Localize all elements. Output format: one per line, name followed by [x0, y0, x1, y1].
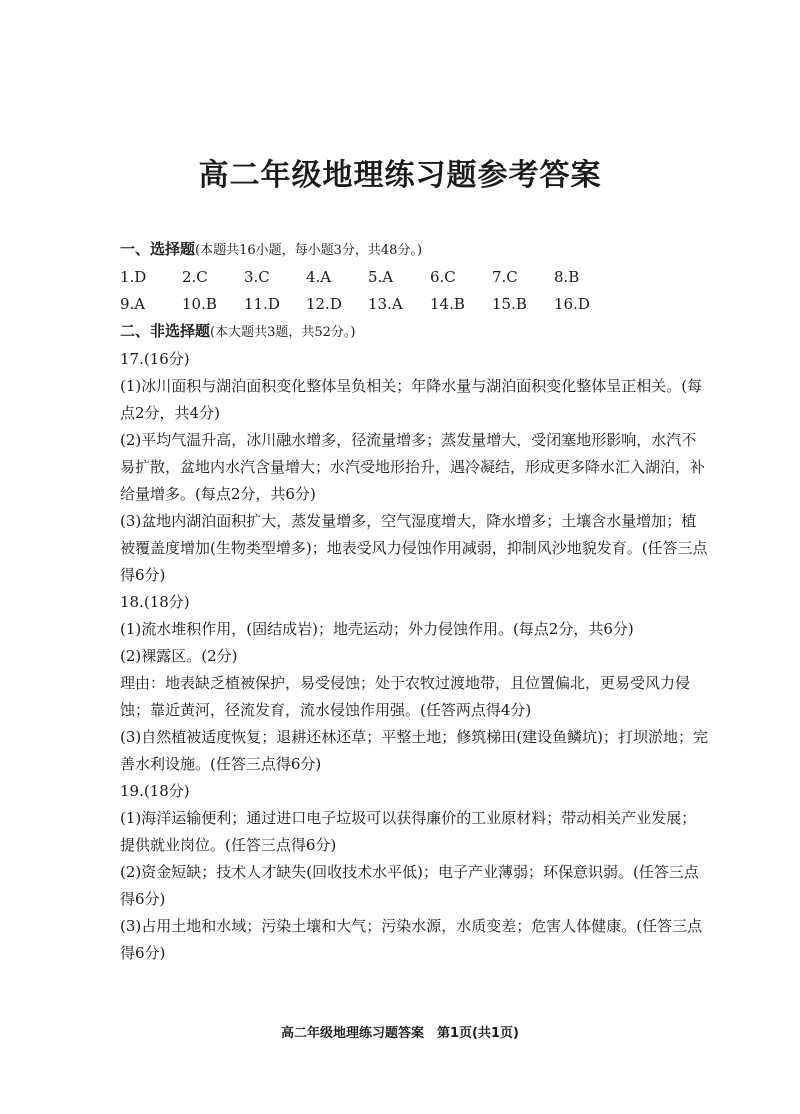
- q19-part3: (3)占用土地和水域；污染土壤和大气；污染水源，水质变差；危害人体健康。(任答三点得6分): [120, 917, 703, 962]
- q18-part3: (3)自然植被适度恢复；退耕还林还草；平整土地；修筑梯田(建设鱼鳞坑)；打坝淤地；完善水利设施。(任答三点得6分): [120, 728, 708, 773]
- section-1-header: [120, 236, 708, 264]
- q18-part2-reason: 理由：地表缺乏植被保护，易受侵蚀；处于农牧过渡地带，且位置偏北，更易受风力侵蚀；靠近黄河，径流发育，流水侵蚀作用强。(任答两点得4分): [120, 674, 691, 719]
- section-1-note: (本题共16小题，每小题3分，共48分。): [195, 243, 423, 258]
- page-footer: 高二年级地理练习题答案 第1页(共1页): [281, 1026, 519, 1041]
- answer-item: 15.B: [492, 295, 527, 313]
- answer-item: 2.C: [182, 268, 208, 286]
- answer-item: 4.A: [306, 268, 332, 286]
- q17-header: 17.(16分): [120, 350, 190, 368]
- answers-row-1: [120, 264, 708, 291]
- q17-part2: (2)平均气温升高，冰川融水增多，径流量增多；蒸发量增大，受闭塞地形影响，水汽不易扩散，盆地内水汽含量增大；水汽受地形抬升，遇冷凝结，形成更多降水汇入湖泊，补给量增多。(每点2分，共6分): [120, 431, 706, 503]
- q18-part2: (2)裸露区。(2分): [120, 647, 238, 665]
- q18-header: 18.(18分): [120, 593, 190, 611]
- answer-item: 9.A: [120, 295, 146, 313]
- answer-item: 7.C: [492, 268, 518, 286]
- answer-item: 8.B: [554, 268, 580, 286]
- section-2-header: [120, 318, 708, 346]
- answer-item: 14.B: [430, 295, 465, 313]
- answer-item: 11.D: [244, 295, 280, 313]
- answer-item: 10.B: [182, 295, 217, 313]
- q17-part3: (3)盆地内湖泊面积扩大，蒸发量增多，空气湿度增大，降水增多；土壤含水量增加；植被覆盖度增加(生物类型增多)；地表受风力侵蚀作用减弱，抑制风沙地貌发育。(任答三点得6分): [120, 512, 708, 584]
- q17-part1: (1)冰川面积与湖泊面积变化整体呈负相关；年降水量与湖泊面积变化整体呈正相关。(每点2分，共4分): [120, 377, 703, 422]
- answer-item: 3.C: [244, 268, 270, 286]
- answer-item: 12.D: [306, 295, 342, 313]
- page-title: 高二年级地理练习题参考答案: [198, 158, 602, 193]
- answer-item: 1.D: [120, 268, 147, 286]
- q19-part1: (1)海洋运输便利；通过进口电子垃圾可以获得廉价的工业原材料；带动相关产业发展；提供就业岗位。(任答三点得6分): [120, 809, 697, 854]
- answer-item: 6.C: [430, 268, 456, 286]
- q19-part2: (2)资金短缺；技术人才缺失(回收技术水平低)；电子产业薄弱；环保意识弱。(任答三点得6分): [120, 863, 699, 908]
- q19-header: 19.(18分): [120, 782, 190, 800]
- answer-item: 13.A: [368, 295, 403, 313]
- answers-row-2: [120, 291, 708, 318]
- section-2-heading: 二、非选择题: [120, 322, 211, 340]
- section-2-note: (本大题共3题，共52分。): [210, 325, 356, 340]
- answer-item: 5.A: [368, 268, 394, 286]
- answer-body: [120, 236, 708, 967]
- section-1-heading: 一、选择题: [120, 240, 196, 258]
- answer-item: 16.D: [554, 295, 590, 313]
- q18-part1: (1)流水堆积作用，(固结成岩)；地壳运动；外力侵蚀作用。(每点2分，共6分): [120, 620, 634, 638]
